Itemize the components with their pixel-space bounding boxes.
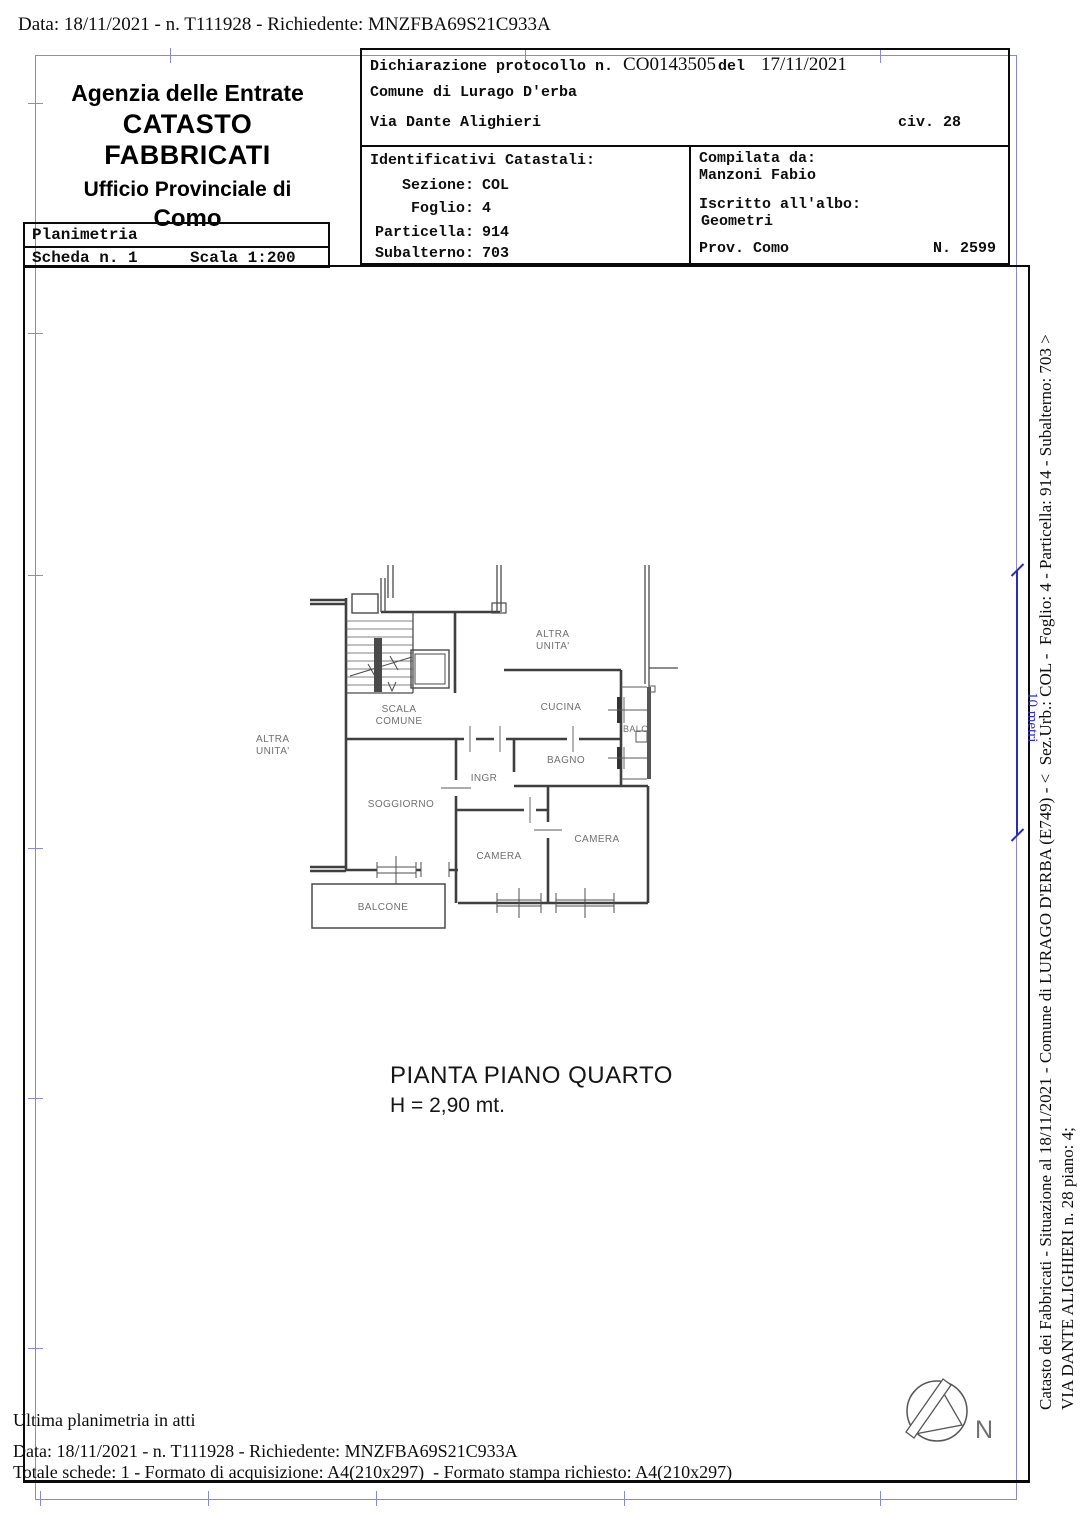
plan-caption-title: PIANTA PIANO QUARTO bbox=[390, 1062, 673, 1089]
agency-name: Agenzia delle Entrate bbox=[71, 80, 304, 106]
identificativi-title: Identificativi Catastali: bbox=[370, 152, 596, 169]
frame-tick bbox=[880, 1491, 881, 1506]
protocol-date: 17/11/2021 bbox=[760, 54, 847, 75]
declaration-box bbox=[360, 48, 1010, 147]
scale-bar-label: 10 metri bbox=[1024, 692, 1040, 743]
row-value: 4 bbox=[482, 200, 492, 217]
room-label-scala: SCALA bbox=[381, 704, 417, 715]
room-label-soggiorno: SOGGIORNO bbox=[367, 799, 435, 810]
footer-ultima: Ultima planimetria in atti bbox=[13, 1410, 196, 1430]
row-value: COL bbox=[482, 177, 510, 194]
frame-tick bbox=[376, 1491, 377, 1506]
frame-tick bbox=[624, 1491, 625, 1506]
row-label: Subalterno: bbox=[374, 245, 474, 262]
room-label-camera-right: CAMERA bbox=[574, 834, 620, 845]
frame-tick bbox=[40, 1491, 41, 1506]
compass-needle bbox=[906, 1379, 951, 1438]
row-value: 703 bbox=[482, 245, 510, 262]
scala-value: Scala 1:200 bbox=[190, 249, 296, 267]
frame-tick bbox=[208, 1491, 209, 1506]
row-label: Sezione: bbox=[401, 177, 474, 194]
room-label-balcone: BALCONE bbox=[357, 902, 409, 913]
row-label: Foglio: bbox=[410, 200, 474, 217]
agency-city: Como bbox=[153, 204, 222, 232]
north-compass-icon bbox=[880, 1370, 1020, 1465]
compilata-box bbox=[689, 145, 1010, 265]
planimetria-box bbox=[23, 222, 330, 268]
planimetria-title: Planimetria bbox=[32, 226, 138, 244]
agency-header bbox=[40, 80, 335, 232]
room-label-altra-unita-left2: UNITA' bbox=[256, 746, 290, 757]
stair-rail bbox=[374, 638, 382, 692]
footer-data: Data: 18/11/2021 - n. T111928 - Richiedente: MNZFBA69S21C933A bbox=[13, 1441, 518, 1461]
door-ticks bbox=[441, 726, 573, 830]
frame-tick bbox=[170, 48, 171, 63]
room-label-altra-unita-top: ALTRA bbox=[536, 629, 570, 640]
plan-caption-height: H = 2,90 mt. bbox=[390, 1094, 505, 1117]
room-label-comune: COMUNE bbox=[375, 716, 423, 727]
albo-number: N. 2599 bbox=[932, 240, 996, 257]
footer-totale: Totale schede: 1 - Formato di acquisizione: A4(210x297) - Formato stampa richiesto: A4(210x297) bbox=[13, 1462, 733, 1482]
prov-value: Prov. Como bbox=[699, 240, 790, 257]
compilata-name: Manzoni Fabio bbox=[699, 167, 817, 184]
protocol-row bbox=[370, 54, 847, 76]
elevator-shaft bbox=[411, 650, 449, 688]
stair-landing bbox=[352, 594, 378, 613]
floor-plan bbox=[245, 555, 680, 945]
agency-office: CATASTO FABBRICATI bbox=[104, 109, 271, 171]
row-label: Particella: bbox=[374, 224, 474, 241]
margin-text-address: VIA DANTE ALIGHIERI n. 28 piano: 4; bbox=[1058, 1127, 1077, 1410]
room-label-cucina: CUCINA bbox=[540, 702, 582, 713]
north-label: N bbox=[975, 1416, 994, 1444]
room-label-altra-unita-top2: UNITA' bbox=[536, 641, 570, 652]
divider bbox=[25, 246, 328, 248]
compilata-title: Compilata da: bbox=[699, 150, 817, 167]
identificativi-box bbox=[360, 145, 691, 265]
identificativi-row bbox=[362, 177, 509, 194]
albo-value: Geometri bbox=[701, 213, 774, 230]
protocol-label: Dichiarazione protocollo n. bbox=[370, 58, 614, 75]
albo-label: Iscritto all'albo: bbox=[699, 196, 862, 213]
elevator-cab bbox=[415, 654, 445, 684]
row-value: 914 bbox=[482, 224, 510, 241]
room-label-altra-unita-left: ALTRA bbox=[256, 734, 290, 745]
identificativi-row bbox=[362, 200, 491, 217]
comune-line: Comune di Lurago D'erba bbox=[370, 84, 578, 101]
agency-subtitle: Ufficio Provinciale di bbox=[83, 177, 292, 201]
scale-bar bbox=[1016, 570, 1018, 836]
room-label-balc: BALC bbox=[623, 724, 649, 734]
civico-value: civ. 28 bbox=[898, 114, 962, 131]
del-label: del bbox=[717, 58, 745, 75]
windows-bottom bbox=[377, 856, 614, 918]
identificativi-row bbox=[362, 245, 509, 262]
protocol-value: CO0143505 bbox=[623, 54, 716, 75]
room-label-ingr: INGR bbox=[470, 773, 498, 784]
document-header-line: Data: 18/11/2021 - n. T111928 - Richiedente: MNZFBA69S21C933A bbox=[18, 14, 551, 35]
identificativi-row bbox=[362, 224, 509, 241]
room-label-camera-center: CAMERA bbox=[476, 851, 522, 862]
via-line: Via Dante Alighieri bbox=[370, 114, 542, 131]
room-label-bagno: BAGNO bbox=[546, 755, 586, 766]
margin-text-cadastre: Catasto dei Fabbricati - Situazione al 18/11/2021 - Comune di LURAGO D'ERBA (E749) - < Sez.Urb.: COL - Foglio: 4 - Particella: 914 - Subalterno: 703 > bbox=[1036, 334, 1055, 1410]
scheda-number: Scheda n. 1 bbox=[32, 249, 138, 267]
